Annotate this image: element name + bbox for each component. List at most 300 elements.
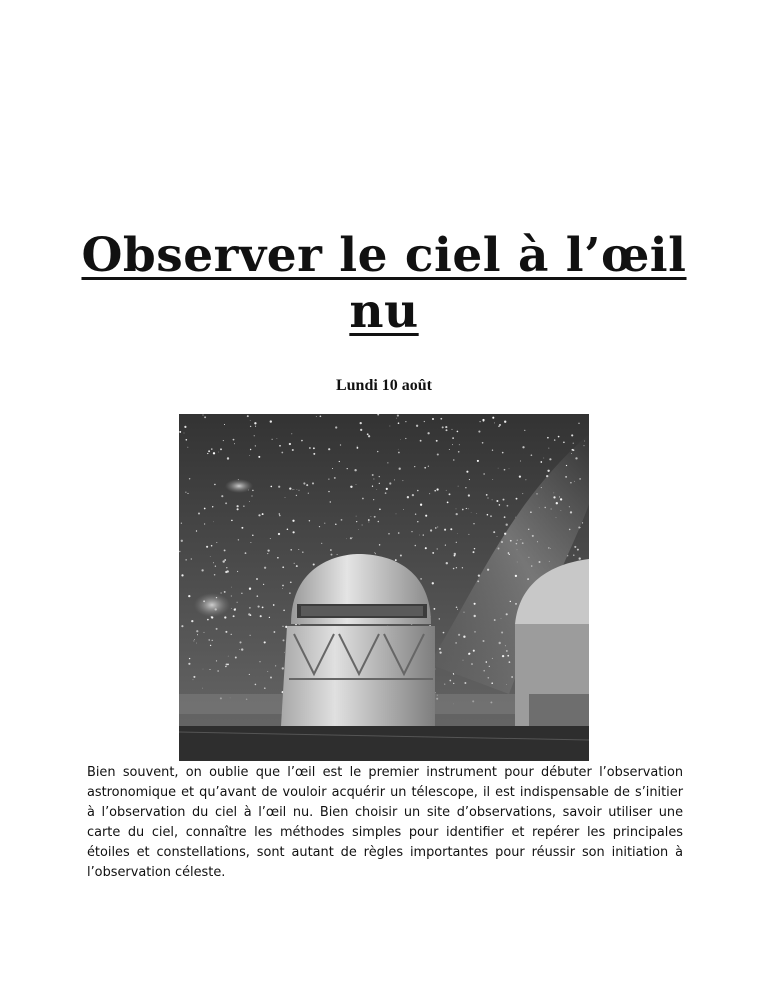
star — [299, 490, 300, 491]
star — [420, 578, 422, 580]
star — [478, 431, 480, 433]
star — [548, 547, 550, 549]
star — [278, 486, 280, 488]
star — [231, 520, 233, 522]
star — [436, 488, 438, 490]
star — [506, 524, 508, 526]
star — [560, 498, 562, 500]
star — [204, 523, 205, 524]
star — [340, 444, 341, 445]
star — [551, 508, 552, 509]
star — [506, 613, 508, 615]
star — [546, 475, 548, 477]
observatory-night-sky-photo — [179, 414, 589, 761]
star — [511, 676, 513, 678]
star — [415, 545, 417, 547]
star — [528, 529, 529, 530]
star — [224, 424, 225, 425]
star — [458, 634, 460, 636]
star — [487, 569, 489, 571]
star — [449, 493, 451, 495]
star — [290, 581, 292, 583]
star — [255, 445, 256, 446]
star — [357, 447, 359, 449]
star — [227, 571, 228, 572]
star — [569, 529, 571, 531]
star — [331, 554, 333, 556]
star — [339, 461, 340, 462]
star — [483, 473, 484, 474]
star — [250, 420, 251, 421]
star — [501, 631, 503, 633]
star — [189, 658, 190, 659]
star — [223, 440, 224, 441]
star — [277, 557, 279, 559]
star — [570, 482, 572, 484]
star — [394, 479, 395, 480]
star — [292, 489, 293, 490]
star — [499, 642, 501, 644]
star — [239, 641, 241, 643]
star — [450, 528, 452, 530]
star — [258, 514, 260, 516]
star — [313, 453, 315, 455]
star — [506, 650, 507, 651]
star — [231, 634, 232, 635]
star — [337, 554, 338, 555]
star — [477, 580, 479, 582]
star — [425, 547, 427, 549]
star — [279, 515, 281, 517]
star — [553, 496, 555, 498]
star — [476, 513, 477, 514]
star — [507, 505, 509, 507]
star — [287, 528, 289, 530]
star — [254, 422, 256, 424]
star — [216, 542, 217, 543]
star — [204, 632, 205, 633]
star — [354, 469, 356, 471]
star — [370, 516, 371, 517]
star — [403, 509, 404, 510]
star — [250, 426, 251, 427]
star — [412, 494, 414, 496]
star — [446, 562, 448, 564]
star — [522, 446, 524, 448]
star — [493, 531, 495, 533]
star — [187, 493, 188, 494]
star — [358, 529, 359, 530]
star — [494, 422, 495, 423]
star — [572, 449, 574, 451]
star — [457, 609, 458, 610]
star — [465, 487, 466, 488]
star — [218, 452, 219, 453]
star — [375, 553, 376, 554]
star — [457, 431, 459, 433]
star — [444, 529, 446, 531]
star — [189, 478, 190, 479]
star — [321, 543, 322, 544]
star — [233, 439, 235, 441]
star — [328, 448, 330, 450]
star — [478, 574, 480, 576]
star — [504, 421, 506, 423]
star — [270, 538, 271, 539]
star — [196, 643, 197, 644]
star — [243, 506, 244, 507]
star — [482, 442, 484, 444]
star — [469, 479, 470, 480]
star — [436, 440, 438, 442]
star — [347, 468, 348, 469]
star — [396, 418, 397, 419]
star — [179, 551, 180, 552]
star — [415, 514, 416, 515]
star — [269, 617, 270, 618]
star — [379, 483, 380, 484]
star — [403, 480, 404, 481]
star — [503, 499, 505, 501]
star — [559, 496, 560, 497]
star — [489, 666, 490, 667]
star — [473, 650, 475, 652]
star — [464, 682, 466, 684]
star — [417, 490, 419, 492]
star — [463, 612, 464, 613]
star — [501, 618, 502, 619]
star — [224, 591, 226, 593]
star — [432, 552, 434, 554]
star — [216, 660, 217, 661]
star — [206, 546, 208, 548]
star — [579, 478, 581, 480]
star — [508, 552, 510, 554]
star — [517, 540, 518, 541]
star — [194, 639, 195, 640]
star — [264, 641, 266, 643]
star — [569, 506, 570, 507]
star — [231, 595, 232, 596]
star — [507, 655, 509, 657]
star — [530, 511, 532, 513]
star — [313, 563, 315, 565]
star — [455, 642, 457, 644]
star — [447, 502, 449, 504]
star — [430, 529, 432, 531]
star — [379, 476, 380, 477]
star — [487, 514, 489, 516]
star — [525, 479, 526, 480]
star — [282, 566, 284, 568]
star — [262, 513, 264, 515]
star — [449, 449, 450, 450]
star — [456, 513, 458, 515]
star — [245, 552, 247, 554]
star — [188, 663, 190, 665]
star — [509, 554, 510, 555]
star — [423, 534, 424, 535]
star — [225, 631, 227, 633]
star — [452, 429, 453, 430]
star — [494, 619, 496, 621]
star — [547, 437, 549, 439]
star — [249, 501, 250, 502]
star — [398, 532, 400, 534]
star — [433, 608, 435, 610]
star — [429, 493, 430, 494]
star — [283, 639, 285, 641]
star — [439, 618, 440, 619]
star — [398, 422, 400, 424]
star — [456, 567, 457, 568]
star — [466, 471, 468, 473]
star — [428, 466, 429, 467]
star — [292, 449, 294, 451]
star — [462, 567, 463, 568]
star — [496, 500, 498, 502]
star — [443, 632, 445, 634]
star — [473, 523, 474, 524]
star — [357, 446, 358, 447]
star — [377, 451, 378, 452]
star — [457, 533, 458, 534]
star — [501, 541, 503, 543]
document-date: Lundi 10 août — [335, 377, 433, 394]
star — [270, 420, 272, 422]
star — [486, 494, 488, 496]
star — [458, 486, 459, 487]
star — [296, 495, 297, 496]
observatory-tower — [281, 626, 435, 726]
star — [290, 549, 292, 551]
star — [379, 508, 381, 510]
star — [553, 493, 554, 494]
star — [456, 542, 457, 543]
star — [220, 448, 222, 450]
star — [372, 474, 374, 476]
star — [237, 571, 238, 572]
star — [509, 468, 510, 469]
star — [453, 459, 454, 460]
star — [258, 456, 260, 458]
star — [435, 527, 436, 528]
star — [187, 447, 188, 448]
star — [395, 559, 397, 561]
star — [330, 501, 331, 502]
star — [566, 465, 567, 466]
star — [362, 498, 364, 500]
star — [477, 460, 479, 462]
star — [543, 458, 544, 459]
star — [241, 527, 243, 529]
star — [324, 523, 325, 524]
star — [367, 433, 369, 435]
star — [416, 425, 418, 427]
star — [208, 450, 210, 452]
star — [228, 656, 229, 657]
magellanic-cloud-small — [225, 479, 253, 493]
star — [258, 606, 260, 608]
star — [249, 588, 251, 590]
star — [445, 545, 446, 546]
star — [549, 561, 550, 562]
star — [424, 421, 425, 422]
star — [474, 631, 475, 632]
star — [453, 683, 454, 684]
star — [238, 479, 239, 480]
star — [378, 521, 380, 523]
star — [273, 604, 275, 606]
star — [539, 507, 540, 508]
star — [235, 657, 237, 659]
star — [558, 436, 560, 438]
star — [350, 486, 352, 488]
star — [571, 453, 572, 454]
star — [454, 553, 456, 555]
star — [234, 443, 235, 444]
star — [308, 493, 309, 494]
star — [550, 548, 551, 549]
star — [292, 520, 294, 522]
star — [224, 616, 226, 618]
star — [263, 584, 264, 585]
star — [446, 429, 448, 431]
star — [466, 508, 467, 509]
star — [224, 549, 226, 551]
star — [516, 543, 518, 545]
star — [474, 603, 476, 605]
star — [248, 490, 249, 491]
star — [216, 628, 218, 630]
star — [548, 448, 549, 449]
star — [434, 490, 436, 492]
star — [214, 484, 215, 485]
star — [181, 540, 183, 542]
star — [296, 565, 298, 567]
star — [498, 468, 499, 469]
star — [233, 615, 235, 617]
star — [444, 684, 445, 685]
star — [499, 504, 501, 506]
star — [282, 588, 283, 589]
star — [225, 666, 226, 667]
star — [217, 670, 218, 671]
star — [435, 692, 436, 693]
star — [215, 608, 217, 610]
star — [504, 533, 506, 535]
star — [414, 466, 415, 467]
star — [540, 461, 542, 463]
star — [289, 592, 291, 594]
star — [486, 661, 488, 663]
star — [289, 487, 291, 489]
document-title: Observer le ciel à l’œil nu — [81, 228, 687, 339]
star — [335, 426, 337, 428]
star — [473, 551, 475, 553]
star — [446, 490, 447, 491]
star — [202, 688, 203, 689]
ground — [179, 726, 589, 761]
star — [373, 499, 374, 500]
star — [386, 488, 388, 490]
star — [250, 635, 251, 636]
star — [328, 479, 329, 480]
star — [445, 426, 447, 428]
star — [541, 487, 542, 488]
star — [186, 559, 187, 560]
star — [577, 549, 579, 551]
star — [302, 551, 304, 553]
star — [482, 640, 484, 642]
star — [456, 509, 457, 510]
star — [492, 450, 493, 451]
star — [398, 449, 399, 450]
star — [372, 486, 373, 487]
star — [584, 445, 585, 446]
star — [184, 426, 186, 428]
star — [196, 530, 197, 531]
star — [239, 649, 240, 650]
star — [374, 552, 375, 553]
star — [471, 512, 472, 513]
magellanic-cloud-large — [194, 593, 230, 617]
star — [417, 521, 418, 522]
star — [516, 498, 518, 500]
star — [196, 630, 198, 632]
star — [483, 670, 485, 672]
star — [316, 416, 317, 417]
star — [439, 651, 441, 653]
star — [181, 574, 183, 576]
star — [362, 525, 363, 526]
star — [231, 608, 232, 609]
star — [267, 549, 269, 551]
star — [491, 682, 493, 684]
star — [474, 548, 475, 549]
star — [251, 495, 252, 496]
star — [264, 567, 266, 569]
star — [294, 563, 295, 564]
star — [561, 510, 562, 511]
star — [335, 523, 337, 525]
star — [328, 491, 329, 492]
star — [468, 494, 470, 496]
star — [537, 541, 538, 542]
star — [479, 421, 480, 422]
star — [277, 438, 278, 439]
star — [301, 440, 303, 442]
star — [468, 508, 469, 509]
star — [510, 601, 511, 602]
star — [224, 559, 226, 561]
star — [215, 566, 216, 567]
star — [420, 504, 422, 506]
star — [227, 664, 229, 666]
star — [252, 535, 254, 537]
star — [210, 556, 211, 557]
star — [425, 515, 427, 517]
star — [279, 445, 281, 447]
star — [492, 658, 493, 659]
star — [282, 667, 284, 669]
star — [197, 634, 198, 635]
star — [334, 477, 336, 479]
star — [250, 614, 252, 616]
star — [185, 492, 186, 493]
star — [373, 478, 374, 479]
star — [264, 687, 266, 689]
